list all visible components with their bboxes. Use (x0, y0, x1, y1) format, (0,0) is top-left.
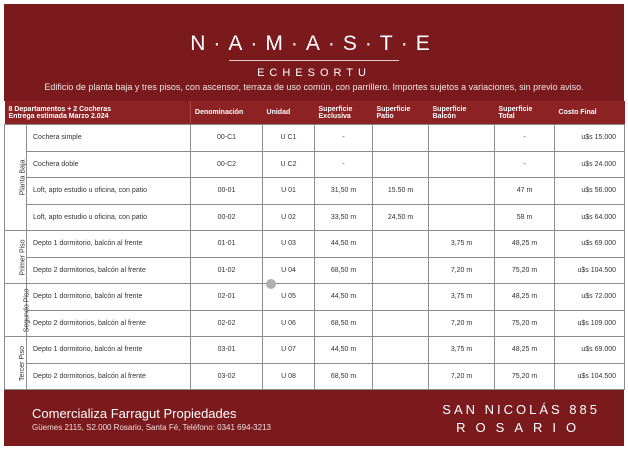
table-row (5, 363, 625, 390)
cell-costo: u$s 24.000 (555, 151, 625, 178)
header-sup-exclusiva: Superficie Exclusiva (315, 101, 373, 125)
cell-patio (373, 363, 429, 390)
cell-desc: Loft, apto estudio u oficina, con patio (27, 204, 191, 231)
table-header-row (5, 101, 625, 125)
cell-costo: u$s 109.000 (555, 310, 625, 337)
cell-desc: Depto 1 dormitorio, balcón al frente (27, 284, 191, 311)
cell-excl: 68,50 m (315, 310, 373, 337)
cell-desc: Cochera simple (27, 125, 191, 152)
cell-total: 48,25 m (495, 284, 555, 311)
cell-den: 00-C1 (191, 125, 263, 152)
table-row (5, 257, 625, 284)
cell-den: 02-01 (191, 284, 263, 311)
company-address: Güemes 2115, S2.000 Rosario, Santa Fé, Teléfono: 0341 694-3213 (32, 423, 271, 432)
cell-patio (373, 125, 429, 152)
cell-uni: U 03 (263, 231, 315, 258)
cell-total: 75,20 m (495, 310, 555, 337)
logo (4, 32, 624, 79)
cell-costo: u$s 56.000 (555, 178, 625, 205)
cell-patio (373, 257, 429, 284)
cell-costo: u$s 72.000 (555, 284, 625, 311)
header-denominacion: Denominación (191, 101, 263, 125)
cell-desc: Depto 1 dormitorio, balcón al frente (27, 231, 191, 258)
cell-total: 48,25 m (495, 337, 555, 364)
cell-desc: Depto 2 dormitorios, balcón al frente (27, 257, 191, 284)
cell-uni: U 04 (263, 257, 315, 284)
cell-total: 48,25 m (495, 231, 555, 258)
cell-den: 01-02 (191, 257, 263, 284)
table-row (5, 337, 625, 364)
cell-uni: U 02 (263, 204, 315, 231)
building-description: Edificio de planta baja y tres pisos, con ascensor, terraza de uso común, con parrillero. Importes sujetos a variaciones, sin previo aviso. (44, 82, 584, 92)
table-row (5, 310, 625, 337)
cell-balcon: 3,75 m (429, 284, 495, 311)
cell-den: 03-02 (191, 363, 263, 390)
table-row (5, 125, 625, 152)
cell-excl: 68,50 m (315, 257, 373, 284)
logo-divider (229, 60, 399, 61)
cell-patio (373, 231, 429, 258)
header-sup-patio: Superficie Patio (373, 101, 429, 125)
cell-excl: 33,50 m (315, 204, 373, 231)
street-address: SAN NICOLÁS 885 (442, 402, 600, 417)
cell-desc: Depto 2 dormitorios, balcón al frente (27, 310, 191, 337)
table-row (5, 231, 625, 258)
cell-patio: 15.50 m (373, 178, 429, 205)
cell-costo: u$s 15.000 (555, 125, 625, 152)
cell-total: 58 m (495, 204, 555, 231)
logo-name: N·A·M·A·S·T·E (190, 32, 438, 55)
cell-costo: u$s 104.500 (555, 257, 625, 284)
table-row (5, 284, 625, 311)
header-costo: Costo Final (555, 101, 625, 125)
city-name: ROSARIO (456, 420, 587, 435)
cell-den: 00-01 (191, 178, 263, 205)
cell-desc: Loft, apto estudio u oficina, con patio (27, 178, 191, 205)
cell-total: 75,20 m (495, 257, 555, 284)
cell-den: 00-02 (191, 204, 263, 231)
cell-patio (373, 151, 429, 178)
cell-uni: U 05 (263, 284, 315, 311)
group-label: Planta Baja (5, 125, 27, 231)
cell-desc: Cochera doble (27, 151, 191, 178)
group-label: Segundo Piso (5, 284, 27, 337)
cell-uni: U 01 (263, 178, 315, 205)
cell-den: 02-02 (191, 310, 263, 337)
cell-patio: 24,50 m (373, 204, 429, 231)
cell-den: 03-01 (191, 337, 263, 364)
cell-desc: Depto 1 dormitorio, balcón al frente (27, 337, 191, 364)
cell-uni: U 07 (263, 337, 315, 364)
cell-patio (373, 337, 429, 364)
cell-excl: - (315, 125, 373, 152)
marker-dot (266, 279, 276, 289)
cell-uni: U C2 (263, 151, 315, 178)
cell-balcon: 7,20 m (429, 310, 495, 337)
cell-uni: U C1 (263, 125, 315, 152)
header-unidad: Unidad (263, 101, 315, 125)
cell-total: 75,20 m (495, 363, 555, 390)
cell-total: 47 m (495, 178, 555, 205)
cell-excl: - (315, 151, 373, 178)
cell-balcon: 7,20 m (429, 257, 495, 284)
header-sup-balcon: Superficie Balcón (429, 101, 495, 125)
cell-costo: u$s 64.000 (555, 204, 625, 231)
price-table (4, 101, 625, 390)
cell-balcon (429, 204, 495, 231)
brochure-page (4, 4, 624, 446)
cell-excl: 44,50 m (315, 337, 373, 364)
cell-total: - (495, 125, 555, 152)
table-row (5, 178, 625, 205)
cell-balcon (429, 125, 495, 152)
cell-desc: Depto 2 dormitorios, balcón al frente (27, 363, 191, 390)
cell-patio (373, 284, 429, 311)
table-row (5, 204, 625, 231)
cell-excl: 44,50 m (315, 231, 373, 258)
group-label: Primer Piso (5, 231, 27, 284)
cell-patio (373, 310, 429, 337)
group-label: Tercer Piso (5, 337, 27, 390)
cell-balcon (429, 151, 495, 178)
cell-den: 01-01 (191, 231, 263, 258)
cell-excl: 68,50 m (315, 363, 373, 390)
cell-costo: u$s 69.000 (555, 337, 625, 364)
cell-balcon: 7,20 m (429, 363, 495, 390)
cell-costo: u$s 104.500 (555, 363, 625, 390)
cell-excl: 31,50 m (315, 178, 373, 205)
cell-total: - (495, 151, 555, 178)
cell-excl: 44,50 m (315, 284, 373, 311)
header-sup-total: Superficie Total (495, 101, 555, 125)
cell-balcon: 3,75 m (429, 231, 495, 258)
cell-costo: u$s 69.000 (555, 231, 625, 258)
table-row (5, 151, 625, 178)
cell-den: 00-C2 (191, 151, 263, 178)
cell-balcon: 3,75 m (429, 337, 495, 364)
cell-balcon (429, 178, 495, 205)
footer-company (32, 406, 271, 432)
footer-location (442, 402, 600, 435)
cell-uni: U 08 (263, 363, 315, 390)
cell-uni: U 06 (263, 310, 315, 337)
header-info: 8 Departamentos + 2 Cocheras Entrega estimada Marzo 2.024 (5, 101, 191, 125)
company-name: Comercializa Farragut Propiedades (32, 406, 237, 421)
logo-subtitle: ECHESORTU (257, 67, 371, 79)
